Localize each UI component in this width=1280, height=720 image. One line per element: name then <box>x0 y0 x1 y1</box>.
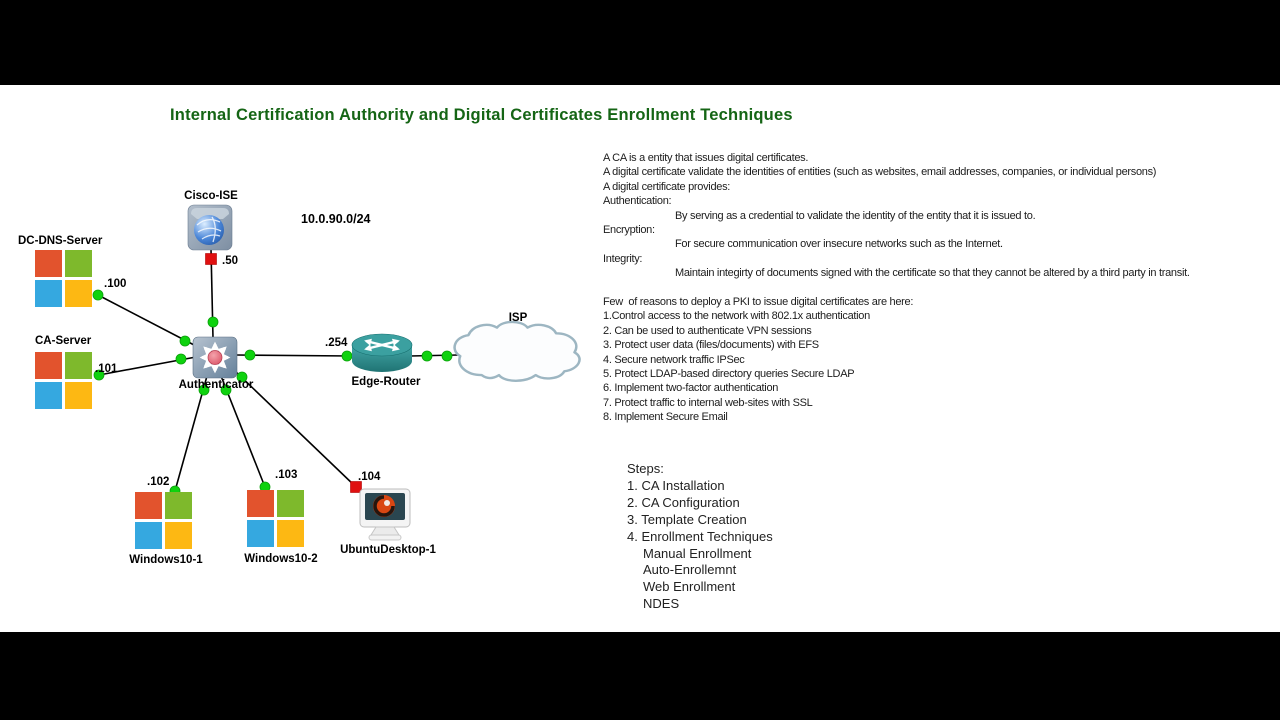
windows-logo-icon <box>135 492 192 549</box>
reason-line: 5. Protect LDAP-based directory queries Secure LDAP <box>603 368 855 381</box>
desc-line: Encryption: <box>603 224 655 237</box>
step-sub-item: NDES <box>643 596 680 612</box>
interface-dot <box>245 350 255 360</box>
interface-dot <box>93 290 103 300</box>
letterbox-top <box>0 0 1280 85</box>
steps-block <box>627 461 773 613</box>
ubuntudesktop-1-label: UbuntuDesktop-1 <box>340 544 436 556</box>
desc-line: A CA is a entity that issues digital certificates. <box>603 152 809 164</box>
step-sub-item: Manual Enrollment <box>643 545 752 561</box>
slide-canvas <box>0 85 1280 632</box>
node-windows10-2[interactable] <box>247 490 304 547</box>
reason-line: 7. Protect traffic to internal web-sites with SSL <box>603 396 813 409</box>
ip-label-ubuntu: .104 <box>358 471 381 483</box>
desc-line: A digital certificate provides: <box>603 180 731 193</box>
node-windows10-1[interactable] <box>135 492 192 549</box>
stopped-marker-ciscoise <box>206 254 217 265</box>
node-edge-router[interactable] <box>352 334 412 372</box>
step-item: 3. Template Creation <box>627 511 747 527</box>
interface-dot <box>442 351 452 361</box>
interface-dot <box>342 351 352 361</box>
node-ubuntudesktop-1[interactable] <box>360 489 410 540</box>
isp-label: ISP <box>508 312 528 324</box>
ip-label-win10-1: .102 <box>147 476 170 488</box>
ca-description-block <box>603 151 1190 281</box>
interface-dot <box>180 336 190 346</box>
monitor-stand <box>371 527 399 535</box>
reason-line: Few of reasons to deploy a PKI to issue digital certificates are here: <box>603 296 914 308</box>
ca-server-label: CA-Server <box>35 335 92 347</box>
cisco-ise-label: Cisco-ISE <box>184 190 238 202</box>
step-sub-item: Auto-Enrollemnt <box>643 562 737 578</box>
desc-line: Authentication: <box>603 195 672 208</box>
interface-dot <box>176 354 186 364</box>
ip-label-ise: .50 <box>222 255 238 267</box>
windows-logo-icon <box>247 490 304 547</box>
desc-line: Integrity: <box>603 252 643 265</box>
step-sub-item: Web Enrollment <box>643 579 736 595</box>
dc-dns-server-label: DC-DNS-Server <box>18 235 103 247</box>
interface-status-dots <box>93 254 452 497</box>
ip-label-ca: .101 <box>95 363 118 375</box>
node-cisco-ise[interactable] <box>188 205 232 250</box>
edge-router-label: Edge-Router <box>351 376 421 388</box>
windows-logo-icon <box>35 250 92 307</box>
reason-line: 1.Control access to the network with 802.1x authentication <box>603 310 870 323</box>
desc-line: For secure communication over insecure networks such as the Internet. <box>675 238 1003 251</box>
ip-label-router: .254 <box>325 337 348 349</box>
desc-line: By serving as a credential to validate the identity of the entity that it is issued to. <box>675 209 1036 222</box>
windows10-2-label: Windows10-2 <box>244 553 318 565</box>
monitor-base <box>369 535 401 540</box>
reason-line: 4. Secure network traffic IPSec <box>603 353 745 366</box>
cloud-icon <box>455 322 580 381</box>
node-isp-cloud[interactable] <box>455 322 580 381</box>
pki-reasons-block <box>603 295 913 425</box>
ip-label-dcdns: .100 <box>104 278 127 290</box>
subnet-label: 10.0.90.0/24 <box>301 212 371 226</box>
node-authenticator[interactable] <box>193 337 237 378</box>
step-item: 4. Enrollment Techniques <box>627 528 773 544</box>
reason-line: 6. Implement two-factor authentication <box>603 382 779 395</box>
topology-canvas <box>0 85 620 585</box>
reason-line: 8. Implement Secure Email <box>603 411 728 424</box>
desc-line: A digital certificate validate the identities of entities (such as websites, email addresses, companies, or individual persons) <box>603 166 1157 179</box>
steps-header: Steps: <box>627 461 664 476</box>
desc-line: Maintain integirty of documents signed with the certificate so that they cannot be altered by a third party in transit. <box>675 267 1190 280</box>
switch-hub-dot <box>208 351 222 365</box>
windows-logo-icon <box>35 352 92 409</box>
authenticator-label: Authenticator <box>178 379 254 391</box>
node-dc-dns-server[interactable] <box>35 250 92 307</box>
ip-label-win10-2: .103 <box>275 469 298 481</box>
interface-dot <box>208 317 218 327</box>
letterbox-bottom <box>0 632 1280 720</box>
reason-line: 3. Protect user data (files/documents) with EFS <box>603 339 819 352</box>
page-title: Internal Certification Authority and Digital Certificates Enrollment Techniques <box>170 106 793 124</box>
ubuntu-logo-highlight <box>384 500 390 506</box>
step-item: 2. CA Configuration <box>627 494 740 510</box>
step-item: 1. CA Installation <box>627 477 725 493</box>
windows10-1-label: Windows10-1 <box>129 554 203 566</box>
node-ca-server[interactable] <box>35 352 92 409</box>
stopped-marker-ubuntu <box>351 482 362 493</box>
interface-dot <box>422 351 432 361</box>
reason-line: 2. Can be used to authenticate VPN sessions <box>603 324 812 337</box>
link-lines <box>98 249 458 491</box>
